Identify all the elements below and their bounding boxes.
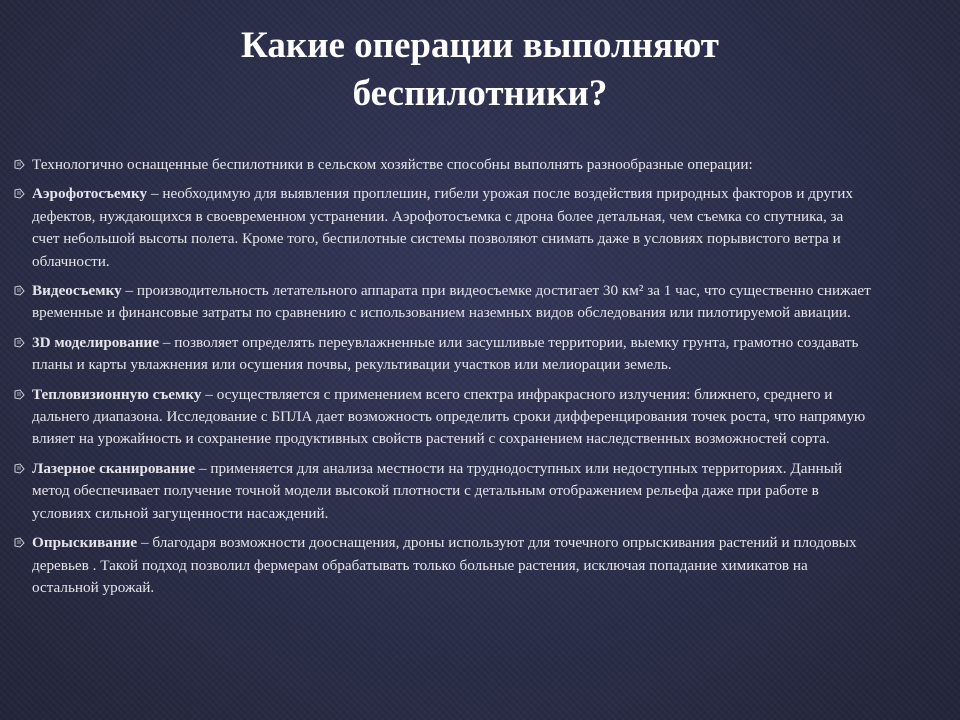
- bullet-item-thermal: [14, 384, 874, 451]
- bullet-text: – благодаря возможности дооснащения, дроны используют для точечного опрыскивания растений и плодовых деревьев . Такой подход позволил фермерам обрабатывать только больные растения, исключая попадание химикатов на остальной урожай.: [32, 534, 857, 596]
- bullet-term: Лазерное сканирование: [32, 459, 196, 477]
- scroll-bullet-icon: [14, 537, 25, 548]
- bullet-text: Технологично оснащенные беспилотники в сельском хозяйстве способны выполнять разнообразные операции:: [32, 156, 753, 173]
- bullet-text: – производительность летательного аппарата при видеосъемке достигает 30 км² за 1 час, что существенно снижает временные и финансовые затраты по сравнению с использованием наземных видов обследования или пилотируемой авиации.: [32, 282, 871, 322]
- bullet-text: – необходимую для выявления проплешин, гибели урожая после воздействия природных факторов и других дефектов, нуждающихся в своевременном устранении. Аэрофотосъемка с дрона более детальная, чем съемка со спутника, за счет небольшой высоты полета. Кроме того, беспилотные системы позволяют снимать даже в условиях порывистого ветра и облачности.: [32, 185, 853, 270]
- bullet-item-3d-modeling: [14, 332, 874, 377]
- bullet-text: – позволяет определять переувлажненные или засушливые территории, выемку грунта, грамотно создавать планы и карты увлажнения или осушения почвы, рекультивации участков или мелиорации земель.: [32, 333, 859, 374]
- bullet-text: – применяется для анализа местности на труднодоступных или недоступных территориях. Данный метод обеспечивает получение точной модели высокой плотности с детальным отображением рельефа даже при работе в условиях сильной загущенности насаждений.: [32, 459, 843, 522]
- slide-title-line-1: Какие операции выполняют: [241, 25, 719, 66]
- bullet-item-spraying: [14, 532, 874, 599]
- scroll-bullet-icon: [14, 188, 25, 199]
- bullet-term: 3D моделирование: [32, 333, 160, 351]
- scroll-bullet-icon: [14, 337, 25, 348]
- bullet-list: [14, 154, 874, 606]
- bullet-item-video: [14, 280, 874, 325]
- bullet-item-intro: [14, 154, 874, 176]
- slide-title-line-2: беспилотники?: [352, 73, 608, 114]
- bullet-term: Аэрофотосъемку: [32, 185, 148, 203]
- scroll-bullet-icon: [14, 285, 25, 296]
- bullet-text: – осуществляется с применением всего спектра инфракрасного излучения: ближнего, среднего и дальнего диапазона. Исследование с БПЛА дает возможность определить сроки дифференцирования точек роста, что напрямую влияет на урожайность и сохранение продуктивных свойств растений с сохранением наследственных возможностей сорта.: [32, 385, 866, 448]
- scroll-bullet-icon: [14, 463, 25, 474]
- scroll-bullet-icon: [14, 389, 25, 400]
- bullet-term: Видеосъемку: [32, 282, 122, 300]
- bullet-term: Опрыскивание: [32, 534, 138, 552]
- slide-title: [80, 22, 880, 118]
- bullet-item-aerial-photo: [14, 183, 874, 273]
- bullet-item-laser: [14, 458, 874, 525]
- scroll-bullet-icon: [14, 159, 25, 170]
- bullet-term: Тепловизионную съемку: [32, 385, 202, 403]
